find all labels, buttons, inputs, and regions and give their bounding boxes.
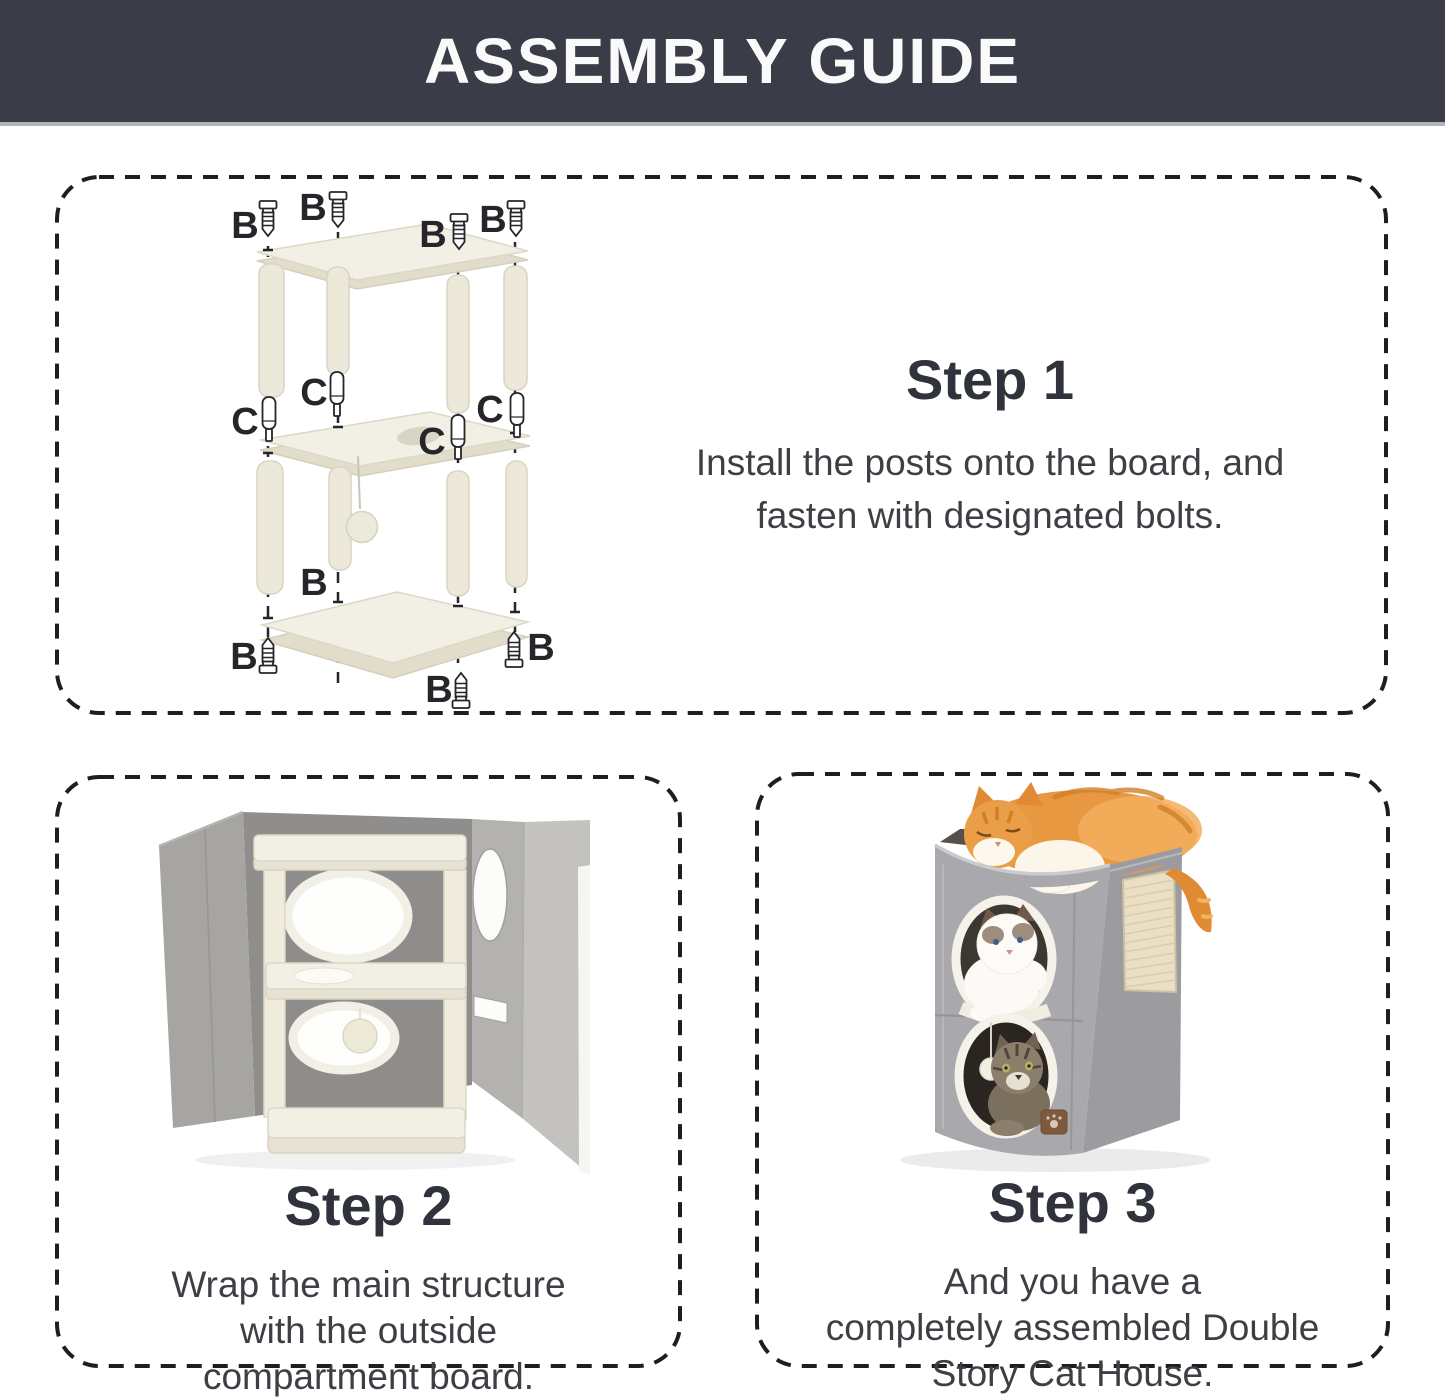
post	[327, 267, 349, 375]
wrap-left-flap	[159, 812, 255, 1128]
step2-line1: Wrap the main structure	[171, 1264, 566, 1305]
step3-line1: And you have a	[943, 1261, 1202, 1302]
step3-line3: Story Cat House.	[931, 1353, 1214, 1394]
bolt-screw-icon	[330, 192, 347, 227]
bolt-label: B	[527, 627, 555, 669]
post	[447, 471, 469, 596]
upper-oval-opening	[288, 873, 408, 959]
cat-paw	[990, 1120, 1024, 1136]
top-board	[254, 835, 466, 870]
bolt-label: B	[231, 205, 259, 247]
bolt-label: B	[479, 199, 507, 241]
step2-description	[55, 1262, 682, 1400]
step2-line2: with the outside	[239, 1310, 498, 1351]
step3-panel	[755, 772, 1390, 1394]
step3-title: Step 3	[988, 1171, 1157, 1234]
step1-title: Step 1	[905, 348, 1075, 411]
cat-eye	[1017, 937, 1023, 943]
step2-line3: compartment board.	[202, 1356, 535, 1397]
main-structure	[254, 835, 466, 1153]
step1-description	[600, 436, 1380, 542]
connector-label: C	[418, 421, 446, 463]
step3-line2: completely assembled Double	[825, 1307, 1320, 1348]
connector-label: C	[300, 372, 328, 414]
wrap-right-panel	[472, 819, 524, 1118]
bolt-label: B	[230, 636, 258, 678]
cat-muzzle	[973, 838, 1015, 866]
post	[506, 461, 527, 587]
step1-text-block	[600, 347, 1380, 542]
scratch-pad	[1123, 870, 1176, 992]
step1-line2: fasten with designated bolts.	[756, 495, 1224, 536]
post	[504, 266, 527, 390]
post	[259, 264, 284, 397]
bottom-board	[268, 1108, 465, 1153]
middle-shelf	[266, 963, 466, 999]
page-title: ASSEMBLY GUIDE	[423, 25, 1022, 97]
step2-text-block	[55, 1173, 682, 1400]
step1-panel	[55, 175, 1388, 715]
bolt-label: B	[425, 669, 453, 711]
cat-eye	[993, 939, 999, 945]
bolt-screw-icon	[453, 673, 470, 708]
bolt-label: B	[300, 562, 328, 604]
shelf-hole	[294, 968, 354, 984]
step2-title: Step 2	[284, 1174, 453, 1237]
wrap-white-edge	[578, 865, 590, 1175]
post	[447, 275, 469, 413]
bolt-screw-icon	[508, 201, 525, 236]
connector-icon	[511, 393, 524, 437]
wrap-right-flap	[522, 820, 590, 1175]
connector-icon	[331, 372, 344, 416]
step3-text-block	[755, 1170, 1390, 1397]
connector-label: C	[476, 389, 504, 431]
wrap-round-hole	[473, 849, 507, 941]
post	[257, 461, 283, 594]
connector-icon	[263, 397, 276, 441]
bolt-label: B	[299, 187, 327, 229]
step3-description	[755, 1259, 1390, 1397]
post	[329, 467, 351, 570]
step1-line1: Install the posts onto the board, and	[695, 442, 1285, 483]
bottom-board	[262, 592, 528, 678]
cat-muzzle	[1006, 1072, 1030, 1090]
connector-label: C	[231, 401, 259, 443]
bolt-screw-icon	[260, 201, 277, 236]
logo-tag	[1041, 1110, 1067, 1134]
step2-panel	[55, 775, 682, 1397]
bolt-label: B	[419, 214, 447, 256]
header-banner	[0, 0, 1445, 126]
